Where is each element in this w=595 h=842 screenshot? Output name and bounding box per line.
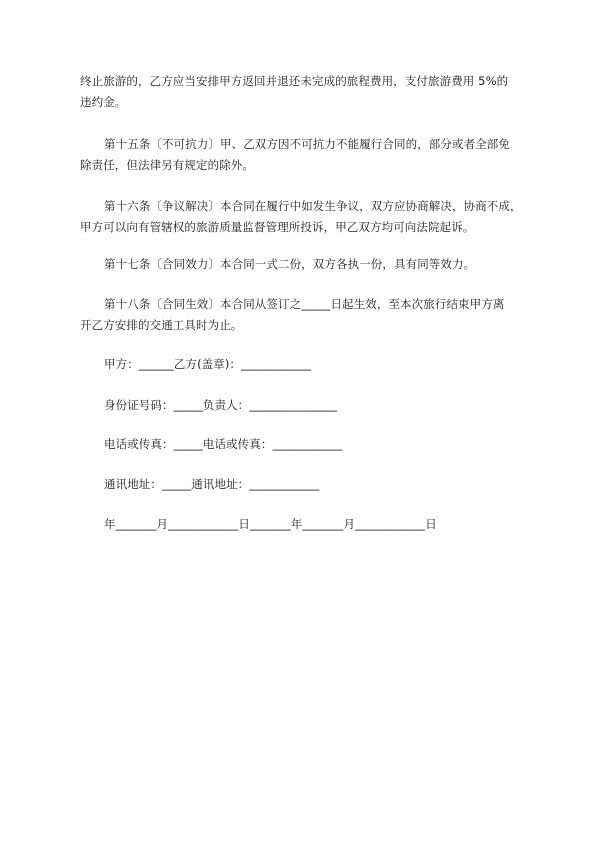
signature-address <box>80 474 520 495</box>
clause-18-effective-date <box>80 294 520 336</box>
signature-id-number <box>80 395 520 416</box>
signature-phone-fax <box>80 434 520 455</box>
clause-16-dispute-resolution <box>80 196 520 238</box>
text-line: 电话或传真：_____电话或传真：____________ <box>104 437 343 451</box>
text-line: 除责任，但法律另有规定的除外。 <box>80 158 254 172</box>
text-line: 身份证号码：_____负责人：_______________ <box>104 398 337 412</box>
text-line: 开乙方安排的交通工具时为止。 <box>80 318 243 332</box>
paragraph-termination <box>80 71 520 113</box>
signature-parties <box>80 354 520 375</box>
text-line: 第十八条〔合同生效〕本合同从签订之_____日起生效，至本次旅行结束甲方离 <box>104 297 505 311</box>
clause-17-contract-validity <box>80 254 520 275</box>
text-line: 第十六条〔争议解决〕本合同在履行中如发生争议，双方应协商解决，协商不成， <box>104 199 522 213</box>
text-line: 第十五条〔不可抗力〕甲、乙双方因不可抗力不能履行合同的，部分或者全部免 <box>104 137 510 151</box>
text-line: 甲方：______乙方(盖章)：____________ <box>104 357 312 371</box>
signature-date <box>80 514 520 535</box>
text-line: 终止旅游的，乙方应当安排甲方返回并退还未完成的旅程费用，支付旅游费用 5%的 <box>80 74 509 88</box>
text-line: 年_______月____________日_______年_______月____________日 <box>104 517 437 531</box>
text-line: 通讯地址：_____通讯地址：____________ <box>104 477 320 491</box>
text-line: 第十七条〔合同效力〕本合同一式二份，双方各执一份，具有同等效力。 <box>104 257 476 271</box>
clause-15-force-majeure <box>80 134 520 176</box>
text-line: 违约金。 <box>80 95 127 109</box>
text-line: 甲方可以向有管辖权的旅游质量监督管理所投诉，甲乙双方均可向法院起诉。 <box>80 220 475 234</box>
